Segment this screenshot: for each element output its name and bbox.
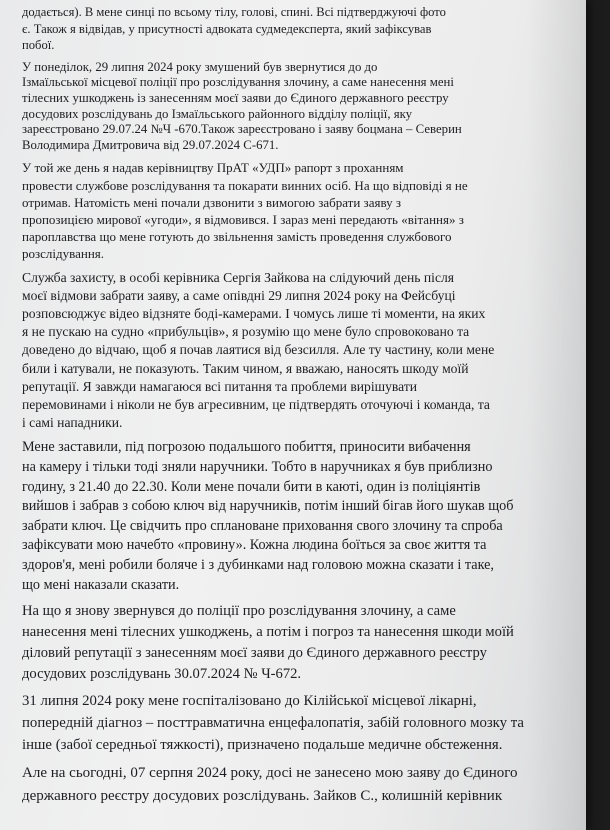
text-line: отримав. Натомість мені почали дзвонити з вимогою забрати заяву з (22, 194, 402, 210)
text-line: забрати ключ. Це свідчить про сплановане приховання свого злочину та спроба (22, 517, 503, 534)
text-line: Ізмаїльської місцевої поліції про розслідування злочину, а саме нанесення мені (22, 75, 454, 90)
text-line: Мене заставили, під погрозою подальшого побиття, приносити вибачення (22, 439, 471, 456)
text-line: тілесних ушкоджень із занесенням моєї заяви до Єдиного державного реєстру (22, 90, 449, 105)
text-line: що мені наказали сказати. (22, 576, 180, 593)
text-line: перемовинами і ніколи не був агресивним, це підтвердять оточуючі і команда, та (22, 396, 490, 412)
text-line: розслідування. (22, 246, 104, 262)
text-line: і самі нападники. (22, 415, 123, 431)
text-line: На що я знову звернувся до поліції про розслідування злочину, а саме (22, 603, 456, 620)
text-line: моєї відмови забрати заяву, а саме опівдні 29 липня 2024 року на Фейсбуці (22, 287, 456, 303)
text-line: зафіксувати мою начебто «провину». Кожна людина боїться за своє життя та (22, 537, 487, 554)
text-line: нанесення мені тілесних ушкоджень, а потім і погроз та нанесення шкоди моїй (22, 623, 514, 640)
text-line: 31 липня 2024 року мене госпіталізовано до Кілійської місцевої лікарні, (22, 693, 477, 710)
paragraph (22, 601, 574, 684)
text-line: інше (забої середньої тяжкості), призначено подальше медичне обстеження. (22, 737, 503, 754)
text-line: годину, з 21.40 до 22.30. Коли мене почали бити в каюті, один із поліціянтів (22, 478, 481, 495)
text-line: розповсюджує відео відзняте боді-камерами. І чомусь лише ті моменти, на яких (22, 305, 486, 321)
text-line: діловий репутації з занесенням моєї заяви до Єдиного державного реєстру (22, 644, 487, 661)
text-line: досудових розслідувань 30.07.2024 № Ч-672. (22, 665, 302, 682)
paragraph (22, 269, 574, 433)
paragraph (22, 762, 574, 808)
text-line: попередній діагноз – посттравматична енцефалопатія, забій головного мозку та (22, 715, 524, 732)
text-line: пароплавства що мене готують до звільнення замість проведення службового (22, 229, 452, 245)
text-line: Володимира Дмитровича від 29.07.2024 С-671. (22, 137, 279, 152)
paragraph (22, 690, 574, 756)
text-line: досудових розслідувань до Ізмаїльського районного відділу поліції, яку (22, 106, 413, 121)
text-line: на камеру і тільки тоді зняли наручники. Тобто в наручниках я був приблизно (22, 458, 493, 475)
paragraph (22, 438, 574, 595)
text-line: побої. (22, 38, 55, 53)
text-line: я не пускаю на судно «прибульців», я розумію що мене було спровоковано та (22, 324, 470, 340)
text-line: доведено до відчаю, щоб я почав лаятися від безсилля. Але ту частину, коли мене (22, 342, 495, 358)
text-line: били і катували, не показують. Таким чином, я вважаю, наносять шкоду моїй (22, 360, 469, 376)
text-line: зареєстровано 29.07.24 №Ч -670.Також зареєстровано і заяву боцмана – Северин (22, 122, 462, 137)
paragraph (22, 159, 574, 262)
paragraph (22, 4, 574, 54)
text-line: репутації. Я завжди намагаюся всі питання та проблеми вирішувати (22, 378, 418, 394)
text-line: вийшов і забрав з собою ключ від наручників, потім інший бігав його шукав щоб (22, 498, 514, 515)
text-line: Служба захисту, в особі керівника Сергія Зайкова на слідуючий день після (22, 269, 455, 285)
paragraph (22, 60, 574, 154)
text-line: У понеділок, 29 липня 2024 року змушений був звернутися до до (22, 59, 378, 74)
text-line: пропозицією мирової «угоди», я відмовився. І зараз мені передають «вітання» з (22, 211, 464, 227)
text-line: У той же день я надав керівництву ПрАТ «УДП» рапорт з проханням (22, 160, 404, 176)
text-line: є. Також я відвідав, у присутності адвоката судмедексперта, який зафіксував (22, 21, 432, 36)
text-line: державного реєстру досудових розслідувань. Зайков С., колишній керівник (22, 788, 503, 805)
text-line: додається). В мене синці по всьому тілу, голові, спині. Всі підтверджуючі фото (22, 5, 446, 19)
text-line: здоров'я, мені робили боляче і з дубинками над головою можна сказати і таке, (22, 556, 494, 573)
text-line: провести службове розслідування та покарати винних осіб. На що відповіді я не (22, 177, 468, 193)
text-line: Але на сьогодні, 07 серпня 2024 року, досі не занесено мою заяву до Єдиного (22, 765, 518, 782)
document-body (22, 4, 574, 814)
